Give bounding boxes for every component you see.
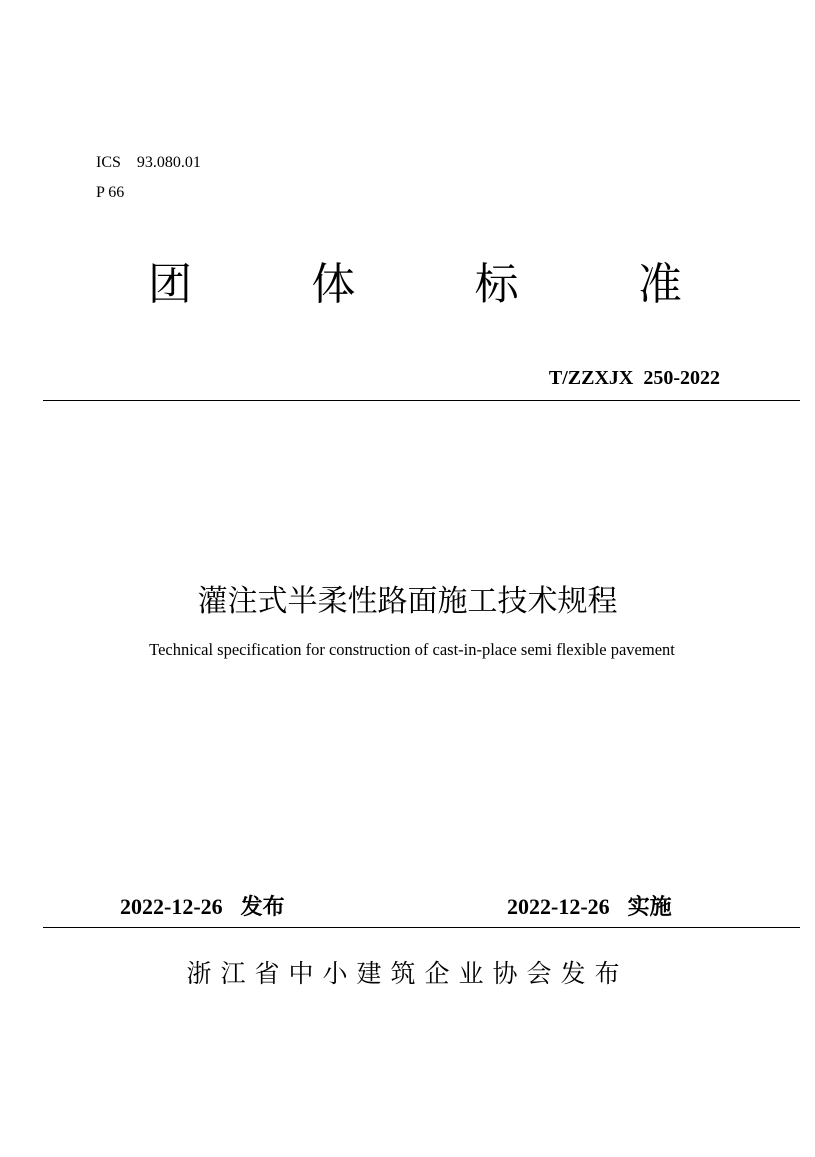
- title-english: Technical specification for construction of cast-in-place semi flexible pavement: [149, 640, 675, 659]
- publish-date: 2022-12-26: [120, 894, 223, 919]
- publish-label: 发布: [240, 895, 285, 920]
- document-type-heading: [130, 255, 700, 315]
- ics-code: ICS 93.080.01: [96, 154, 201, 171]
- bottom-divider: [43, 927, 800, 928]
- doc-type-char: 体: [311, 259, 356, 310]
- top-divider: [43, 400, 800, 401]
- title-chinese: 灌注式半柔性路面施工技术规程: [197, 584, 618, 619]
- ccs-code: P 66: [96, 184, 125, 201]
- standard-number: T/ZZXJX 250-2022: [548, 367, 720, 389]
- implement-date-row: [507, 892, 672, 923]
- implement-label: 实施: [627, 895, 672, 920]
- doc-type-char: 准: [637, 259, 682, 310]
- issuer: 浙江省中小建筑企业协会发布: [186, 959, 629, 988]
- doc-type-char: 团: [148, 259, 192, 310]
- publish-date-row: [120, 892, 285, 923]
- implement-date: 2022-12-26: [507, 894, 610, 919]
- doc-type-char: 标: [474, 259, 519, 310]
